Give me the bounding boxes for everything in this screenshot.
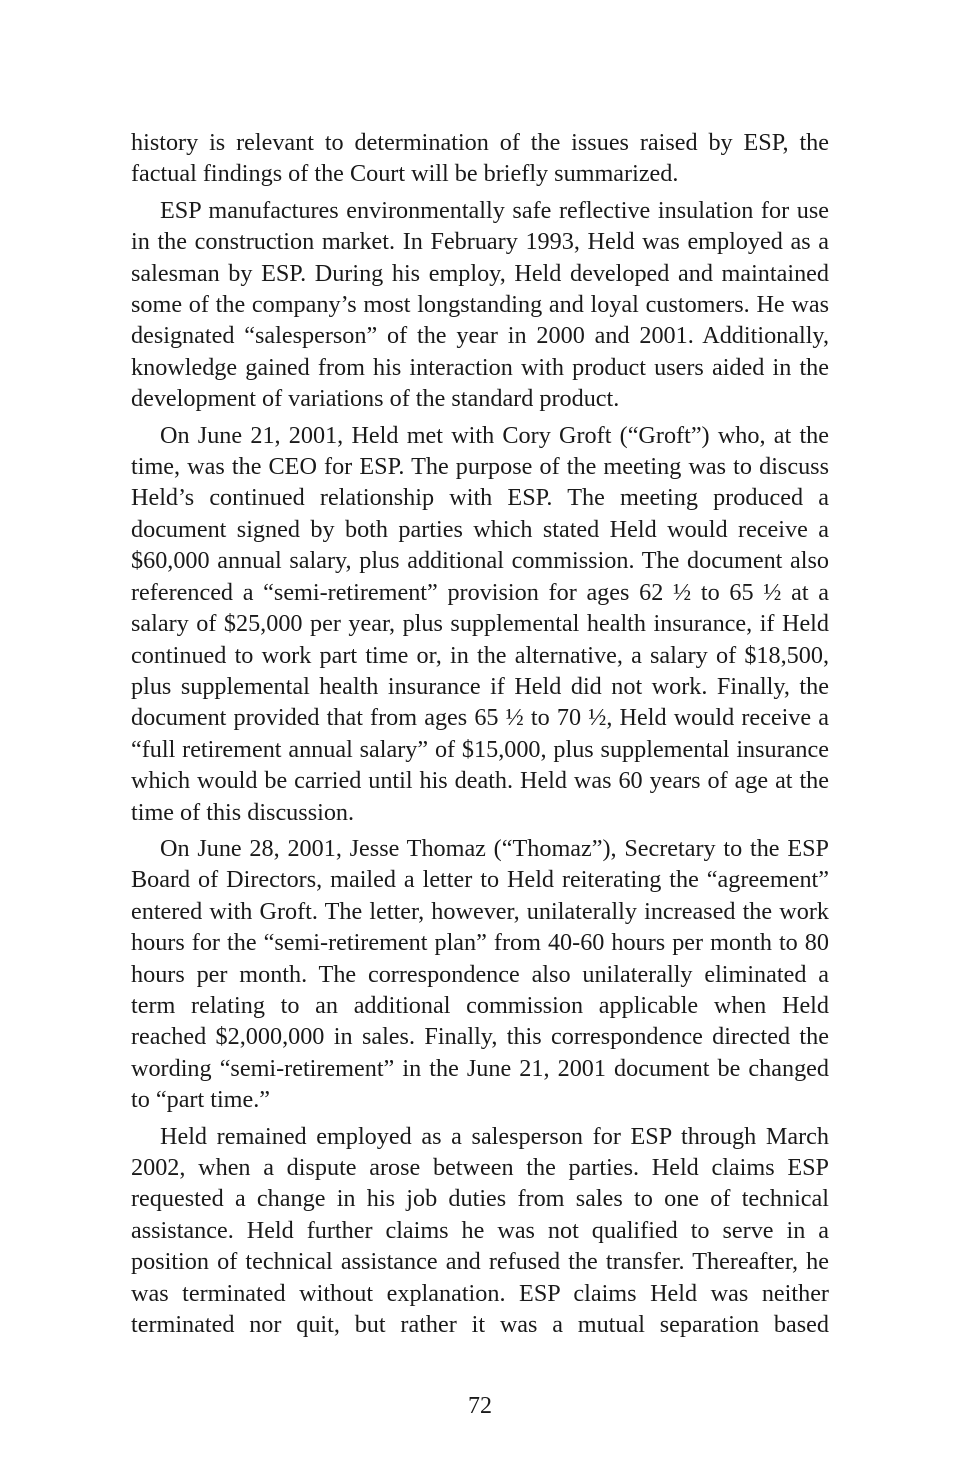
page-number: 72 (468, 1393, 492, 1419)
paragraph-june-21-meeting: On June 21, 2001, Held met with Cory Groft (“Groft”) who, at the time, was the CEO for ESP. The purpose of the meeting was to discuss Held’s continued relationship with ESP. The meeting produced a document signed by both parties which stated Held would receive a $60,000 annual salary, plus additional commission. The document also referenced a “semi-retirement” provision for ages 62 ½ to 65 ½ at a salary of $25,000 per year, plus supplemental health insurance, if Held continued to work part time or, in the alternative, a salary of $18,500, plus supplemental health insurance if Held did not work. Finally, the document provided that from ages 65 ½ to 70 ½, Held would receive a “full retirement annual salary” of $15,000, plus supplemental insurance which would be carried until his death. Held was 60 years of age at the time of this discussion. (131, 421, 829, 826)
paragraph-continuation: history is relevant to determination of the issues raised by ESP, the factual findings of the Court will be briefly summarized. (131, 129, 829, 188)
paragraph-june-28-letter: On June 28, 2001, Jesse Thomaz (“Thomaz”), Secretary to the ESP Board of Directors, mailed a letter to Held reiterating the “agreement” entered with Groft. The letter, however, unilaterally increased the work hours for the “semi-retirement plan” from 40-60 hours per month to 80 hours per month. The correspondence also unilaterally eliminated a term relating to an additional commission applicable when Held reached $2,000,000 in sales. Finally, this correspondence directed the wording “semi-retirement” in the June 21, 2001 document be changed to “part time.” (131, 834, 829, 1114)
document-body (131, 127, 829, 1345)
paragraph-dispute: Held remained employed as a salesperson for ESP through March 2002, when a dispute arose between the parties. Held claims ESP requested a change in his job duties from sales to one of technical assistance. Held further claims he was not qualified to serve in a position of technical assistance and refused the transfer. Thereafter, he was terminated without explanation. ESP claims Held was neither terminated nor quit, but rather it was a mutual separation based (131, 1122, 829, 1339)
paragraph-esp-background: ESP manufactures environmentally safe reflective insulation for use in the construction market. In February 1993, Held was employed as a salesman by ESP. During his employ, Held developed and maintained some of the company’s most longstanding and loyal customers. He was designated “salesperson” of the year in 2000 and 2001. Additionally, knowledge gained from his interaction with product users aided in the development of variations of the standard product. (131, 196, 829, 413)
